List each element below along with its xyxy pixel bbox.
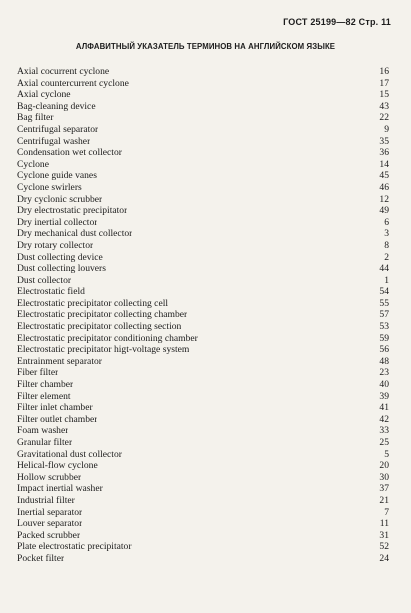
index-term: Dry electrostatic precipitator (17, 205, 128, 217)
index-entry (17, 437, 389, 449)
index-page-number: 2 (384, 251, 389, 263)
index-entry (17, 228, 389, 240)
index-page-number: 3 (384, 228, 389, 240)
index-entry (17, 367, 389, 379)
index-entry (17, 217, 389, 229)
index-term: Louver separator (17, 518, 83, 530)
index-entry (17, 356, 389, 368)
index-entry (17, 101, 389, 113)
index-entry (17, 495, 389, 507)
index-page-number: 52 (379, 541, 389, 553)
index-entry (17, 518, 389, 530)
index-page-number: 35 (379, 135, 389, 147)
index-page-number: 22 (379, 112, 389, 124)
index-page-number: 12 (379, 193, 389, 205)
index-term: Impact inertial washer (17, 483, 103, 495)
index-page-number: 6 (384, 216, 389, 228)
index-entry (17, 333, 389, 345)
index-entry (17, 136, 389, 148)
index-entry (17, 275, 389, 287)
index-term: Centrifugal separator (17, 123, 99, 135)
index-term: Electrostatic precipitator collecting chamber (17, 309, 188, 321)
index-term: Filter inlet chamber (17, 402, 93, 414)
index-term: Pocket filter (17, 552, 65, 564)
index-term: Axial countercurrent cyclone (17, 77, 129, 89)
index-entry (17, 425, 389, 437)
index-entry (17, 414, 389, 426)
index-entry (17, 472, 389, 484)
index-term: Plate electrostatic precipitator (17, 541, 132, 553)
index-page-number: 1 (384, 274, 389, 286)
index-entry (17, 240, 389, 252)
index-entry (17, 170, 389, 182)
index-page-number: 36 (379, 147, 389, 159)
index-term: Electrostatic field (17, 286, 85, 298)
index-page-number: 31 (379, 529, 389, 541)
index-term: Dry inertial collector (17, 216, 98, 228)
index-term: Gravitational dust collector (17, 448, 122, 460)
page-title: АЛФАВИТНЫЙ УКАЗАТЕЛЬ ТЕРМИНОВ НА АНГЛИЙСКОМ ЯЗЫКЕ (75, 42, 336, 51)
index-term: Axial cocurrent cyclone (17, 66, 110, 77)
index-term: Dust collecting device (17, 251, 103, 263)
index-term: Hollow scrubber (17, 471, 82, 483)
index-page-number: 56 (379, 344, 389, 356)
index-page-number: 45 (379, 170, 389, 182)
index-term: Dry mechanical dust collector (17, 228, 133, 240)
index-page-number: 24 (379, 552, 389, 564)
index-term: Filter outlet chamber (17, 413, 98, 425)
index-entry (17, 159, 389, 171)
index-entry (17, 112, 389, 124)
index-page-number: 17 (379, 77, 389, 89)
index-entry (17, 553, 389, 565)
index-entry (17, 194, 389, 206)
index-entry (17, 460, 389, 472)
index-term: Electrostatic precipitator higt-voltage system (17, 344, 190, 356)
index-entry (17, 78, 389, 90)
index-term: Fiber filter (17, 367, 59, 379)
index-term: Electrostatic precipitator collecting section (17, 321, 182, 333)
index-entry (17, 182, 389, 194)
index-page-number: 21 (379, 494, 389, 506)
index-term: Condensation wet collector (17, 147, 122, 159)
index-entry (17, 321, 389, 333)
index-page-number: 11 (379, 518, 389, 530)
index-entry (17, 449, 389, 461)
index-page-number: 9 (384, 123, 389, 135)
index-page-number: 42 (379, 413, 389, 425)
index-page-number: 43 (379, 100, 389, 112)
index-page-number: 39 (379, 390, 389, 402)
index-term: Filter chamber (17, 379, 74, 391)
index-page-number: 59 (379, 332, 389, 344)
index-entry (17, 541, 389, 553)
index-entry (17, 66, 389, 78)
index-page-number: 48 (379, 355, 389, 367)
index-term: Helical-flow cyclone (17, 460, 98, 472)
index-entry (17, 344, 389, 356)
page-header: ГОСТ 25199—82 Стр. 11 (283, 17, 391, 27)
index-term: Foam washer (17, 425, 69, 437)
index-term: Dry cyclonic scrubber (17, 193, 103, 205)
index-page-number: 30 (379, 471, 389, 483)
index-term: Cyclone swirlers (17, 181, 82, 193)
index-page-number: 5 (384, 448, 389, 460)
index-entry (17, 252, 389, 264)
index-entry (17, 89, 389, 101)
index-term: Entrainment separator (17, 355, 102, 367)
index-page-number: 40 (379, 379, 389, 391)
index-page-number: 55 (379, 297, 389, 309)
index-page-number: 46 (379, 181, 389, 193)
index-entry (17, 402, 389, 414)
index-page-number: 23 (379, 367, 389, 379)
index-term: Electrostatic precipitator conditioning chamber (17, 332, 198, 344)
index-entry (17, 391, 389, 403)
index-page-number: 20 (379, 460, 389, 472)
index-term: Industrial filter (17, 494, 75, 506)
index-term: Bag-cleaning device (17, 100, 96, 112)
index-page-number: 7 (384, 506, 389, 518)
index-term: Dust collecting louvers (17, 263, 106, 275)
index-page-number: 57 (379, 309, 389, 321)
index-term: Granular filter (17, 437, 73, 448)
index-entry (17, 147, 389, 159)
index-page-number: 53 (379, 321, 389, 333)
index-term: Axial cyclone (17, 89, 71, 101)
index-term: Cyclone guide vanes (17, 170, 97, 182)
index-term: Packed scrubber (17, 529, 81, 541)
index-page-number: 15 (379, 89, 389, 101)
index-entry (17, 507, 389, 519)
index-term: Filter element (17, 390, 71, 402)
index-term: Bag filter (17, 112, 54, 124)
index-page-number: 33 (379, 425, 389, 437)
index-term: Centrifugal washer (17, 135, 91, 147)
index-page-number: 25 (379, 437, 389, 448)
index-entry (17, 379, 389, 391)
index-entry (17, 298, 389, 310)
index-page-number: 37 (379, 483, 389, 495)
index-entry (17, 309, 389, 321)
term-index-list (17, 66, 389, 565)
index-entry (17, 205, 389, 217)
index-entry (17, 124, 389, 136)
index-page-number: 54 (379, 286, 389, 298)
index-page-number: 49 (379, 205, 389, 217)
index-term: Electrostatic precipitator collecting cell (17, 297, 169, 309)
index-page-number: 16 (379, 66, 389, 77)
index-term: Dry rotary collector (17, 239, 94, 251)
index-term: Dust collector (17, 274, 72, 286)
index-entry (17, 483, 389, 495)
index-page-number: 44 (379, 263, 389, 275)
index-entry (17, 263, 389, 275)
index-page-number: 14 (379, 158, 389, 170)
index-term: Cyclone (17, 158, 49, 170)
index-term: Inertial separator (17, 506, 83, 518)
index-page-number: 41 (379, 402, 389, 414)
index-page-number: 8 (384, 239, 389, 251)
index-entry (17, 530, 389, 542)
index-entry (17, 286, 389, 298)
